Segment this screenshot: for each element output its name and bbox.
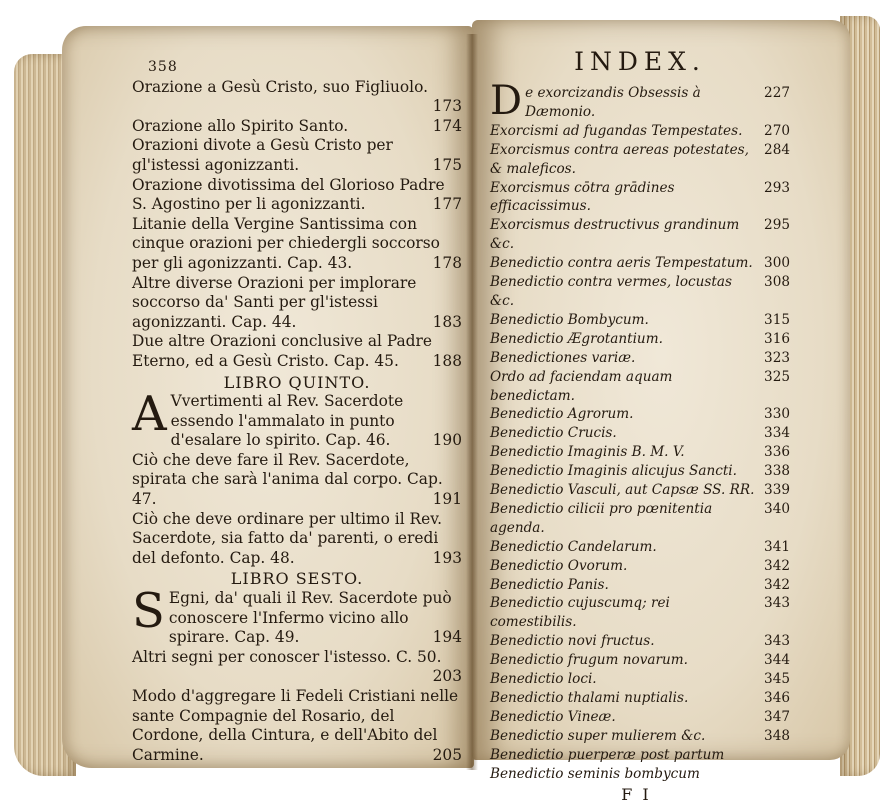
toc-entry: [132, 510, 462, 569]
index-entry-text: Benedictio super mulierem &c.: [490, 727, 706, 744]
index-entry: [490, 273, 790, 311]
index-entry-text: Benedictio Crucis.: [490, 425, 617, 442]
index-entry: [490, 576, 790, 595]
index-entry-page-number: 308: [764, 274, 790, 291]
entry-page-number: 174: [432, 116, 462, 135]
index-entry-page-number: 334: [764, 425, 790, 442]
toc-entry: [132, 583, 462, 648]
index-entry-text: Benedictio puerperæ post partum: [490, 746, 725, 763]
index-entry-text: Benedictio Agrorum.: [490, 406, 634, 423]
left-page-text: [132, 58, 462, 765]
index-entry: [490, 122, 790, 141]
drop-cap: D: [490, 78, 523, 124]
index-entry-text: [490, 78, 701, 124]
index-entry-text: Benedictio thalami nuptialis.: [490, 690, 689, 706]
entry-text: Due altre Orazioni conclusive al Padre Eterno, ed a Gesù Cristo. Cap. 45.: [132, 332, 432, 370]
index-entry-page-number: 300: [764, 255, 790, 272]
toc-entry: [132, 451, 462, 510]
index-entry: [490, 594, 790, 632]
index-entry-page-number: 315: [764, 311, 790, 328]
page-number: 358: [148, 59, 178, 75]
book-gutter: [466, 34, 478, 770]
toc-entry: [132, 687, 462, 765]
index-entry-text: Benedictio frugum novarum.: [490, 652, 688, 669]
index-entry-page-number: 348: [764, 727, 790, 744]
finis-mark: FI: [621, 784, 659, 804]
index-entry-page-number: 330: [764, 406, 790, 423]
entry-text: Vvertimenti al Rev. Sacerdote essendo l'ammalato in punto d'esalare lo spirito. Cap. 46.: [170, 392, 404, 450]
toc-entry: [132, 332, 462, 371]
toc-entry: [132, 176, 462, 215]
entry-text: Altri segni per conoscer l'istesso. C. 50.: [132, 647, 442, 666]
toc-entry: [132, 136, 462, 175]
toc-entries: [132, 78, 462, 372]
index-entry-page-number: 293: [764, 179, 790, 196]
index-entry-text: Benedictio seminis bombycum: [490, 765, 700, 782]
index-entry-page-number: 284: [764, 141, 790, 158]
index-entry: [490, 746, 790, 765]
index-entry: [490, 179, 790, 217]
index-entry-page-number: 344: [764, 652, 790, 669]
index-entry-text: Benedictio Vasculi, aut Capsæ SS. RR.: [490, 482, 755, 499]
index-entry-page-number: 295: [764, 217, 790, 234]
toc-entry: [132, 117, 462, 137]
index-entry-page-number: 340: [764, 500, 790, 517]
index-entry: [490, 216, 790, 254]
index-entry-text: Benedictiones variæ.: [490, 349, 636, 366]
index-entry: [490, 632, 790, 651]
entry-text: Altre diverse Orazioni per implorare soccorso da' Santi per gl'istessi agonizzanti. Cap. 44.: [132, 273, 417, 331]
entry-text: Ciò che deve fare il Rev. Sacerdote, spirata che sarà l'anima dal corpo. Cap. 47.: [132, 450, 443, 509]
entry-text: Egni, da' quali il Rev. Sacerdote può conoscere l'Infermo vicino allo spirare. Cap. 49.: [168, 589, 452, 647]
toc-entry: [132, 648, 462, 687]
index-entry-page-number: 339: [764, 482, 790, 499]
index-entry-text: Benedictio Imaginis alicujus Sancti.: [490, 463, 737, 480]
index-entry: [490, 557, 790, 576]
index-entry: [490, 727, 790, 746]
entry-page-number: 194: [432, 628, 462, 647]
index-entry-text: Exorcismus destructivus grandinum &c.: [490, 217, 740, 253]
index-entry: [490, 500, 790, 538]
entry-text: Orazione a Gesù Cristo, suo Figliuolo.: [132, 77, 428, 96]
heading-libro-sesto: LIBRO SESTO.: [230, 569, 364, 589]
index-entry: [490, 368, 790, 406]
index-entry-page-number: 342: [764, 576, 790, 593]
index-entry-text: Benedictio Vineæ.: [490, 708, 616, 725]
index-entry-page-number: 342: [764, 557, 790, 574]
index-entry-text-rest: e exorcizandis Obsessis à Dæmonio.: [525, 85, 701, 120]
index-entry: [490, 311, 790, 330]
index-entry: [490, 349, 790, 368]
index-entry: [490, 651, 790, 670]
entry-page-number: 190: [432, 431, 462, 450]
index-entry: [490, 254, 790, 273]
index-entry-text: Exorcismus cōtra grādines efficacissimus.: [490, 179, 675, 215]
index-entry-text: Benedictio cilicii pro pœnitentia agenda.: [490, 500, 713, 536]
index-entry-text: Exorcismi ad fugandas Tempestates.: [490, 122, 743, 139]
index-entry-page-number: 338: [764, 463, 790, 480]
index-title: INDEX.: [574, 47, 706, 76]
index-entry-text: Benedictio Ovorum.: [490, 557, 628, 574]
drop-cap: S: [132, 583, 165, 640]
index-entry-text: Benedictio Bombycum.: [490, 311, 649, 328]
index-entry-text: Benedictio Imaginis B. M. V.: [490, 444, 685, 461]
index-entry-page-number: 343: [764, 595, 790, 612]
entry-page-number: 193: [432, 548, 462, 567]
index-entry: [490, 330, 790, 349]
index-entry: [490, 141, 790, 179]
index-entry-page-number: 325: [764, 368, 790, 385]
index-entry: [490, 765, 790, 784]
index-entry-page-number: 270: [764, 122, 790, 139]
index-entry-page-number: 336: [764, 444, 790, 461]
index-entry-text: Exorcismus contra aereas potestates, & maleficos.: [490, 141, 749, 177]
index-entry: [490, 689, 790, 708]
index-entry-page-number: 345: [764, 671, 790, 688]
entry-text: Orazione allo Spirito Santo.: [132, 116, 349, 135]
entry-page-number: 188: [432, 351, 462, 370]
index-entry-page-number: 227: [764, 85, 790, 101]
index-entry-page-number: 346: [764, 690, 790, 706]
heading-libro-quinto: LIBRO QUINTO.: [223, 372, 371, 392]
index-entry: [490, 481, 790, 500]
index-entry-text: Benedictio contra aeris Tempestatum.: [490, 255, 753, 272]
index-entry-text: Benedictio loci.: [490, 671, 597, 688]
index-entry-page-number: 343: [764, 633, 790, 650]
index-entry-text: Benedictio cujuscumq; rei comestibilis.: [490, 595, 670, 631]
entry-page-number: 191: [432, 490, 462, 509]
toc-entry: [132, 274, 462, 333]
entry-page-number: 173: [432, 97, 462, 116]
entry-page-number: 175: [432, 155, 462, 174]
index-entry-page-number: 316: [764, 330, 790, 347]
entry-text: Ciò che deve ordinare per ultimo il Rev. Sacerdote, sia fatto da' parenti, o eredi del defonto. Cap. 48.: [132, 509, 442, 567]
toc-entry: [132, 386, 462, 451]
right-page-text: [490, 48, 790, 804]
book5-entries: [132, 386, 462, 568]
index-entries: [490, 78, 790, 784]
index-entry: [490, 443, 790, 462]
index-entry: [490, 405, 790, 424]
toc-entry: [132, 215, 462, 274]
index-entry: [490, 424, 790, 443]
entry-page-number: 178: [432, 253, 462, 272]
book6-entries: [132, 583, 462, 765]
entry-page-number: 205: [432, 745, 462, 764]
index-entry: [490, 78, 790, 124]
index-entry: [490, 538, 790, 557]
index-entry-page-number: 323: [764, 349, 790, 366]
entry-page-number: 203: [432, 667, 462, 686]
index-entry-text: Ordo ad faciendam aquam benedictam.: [490, 368, 673, 404]
entry-text: Litanie della Vergine Santissima con cinque orazioni per chiedergli soccorso per gli agonizzanti. Cap. 43.: [132, 214, 440, 272]
entry-text: Modo d'aggregare li Fedeli Cristiani nelle sante Compagnie del Rosario, del Cordone, della Cintura, e dell'Abito del Carmine.: [132, 687, 459, 764]
toc-entry: [132, 78, 462, 117]
index-entry-text: Benedictio contra vermes, locustas &c.: [490, 274, 732, 309]
index-entry-text: Benedictio novi fructus.: [490, 633, 655, 650]
index-entry-page-number: 341: [764, 538, 790, 555]
entry-text: Orazioni divote a Gesù Cristo per gl'istessi agonizzanti.: [132, 136, 393, 174]
drop-cap: A: [132, 386, 167, 443]
entry-text: Orazione divotissima del Glorioso Padre S. Agostino per li agonizzanti.: [132, 175, 445, 214]
index-entry-text: Benedictio Candelarum.: [490, 538, 657, 555]
index-entry: [490, 708, 790, 727]
entry-page-number: 177: [432, 195, 462, 214]
entry-page-number: 183: [432, 312, 462, 331]
index-entry: [490, 462, 790, 481]
index-entry: [490, 670, 790, 689]
index-entry-page-number: 347: [764, 708, 790, 725]
index-entry-text: Benedictio Ægrotantium.: [490, 330, 663, 347]
index-entry-text: Benedictio Panis.: [490, 576, 609, 593]
